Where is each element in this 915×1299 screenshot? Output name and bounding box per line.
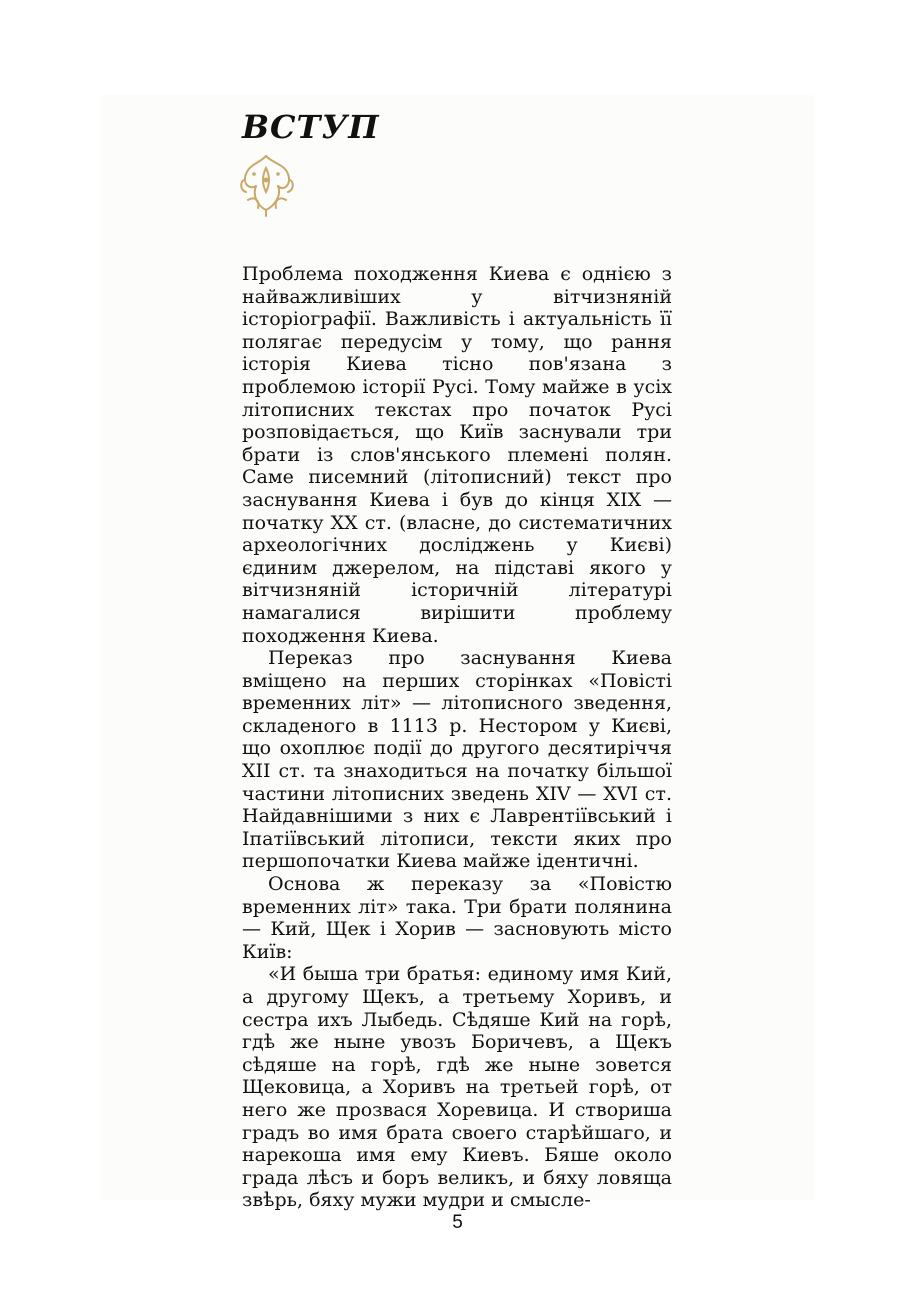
ornament-icon: [236, 150, 298, 220]
paragraph-2: Переказ про заснування Киева вміщено на перших сторінках «Повісті временних літ» — літописного зведення, складеного в 1113 р. Нестором у Києві, що охоплює події до другого десятиріччя XII ст. та знаходиться на початку більшої частини літописних зведень XIV — XVI ст. Найдавнішими з них є Лаврентіївський і Іпатіївський літописи, тексти яких про першопочатки Киева майже ідентичні.: [242, 647, 672, 873]
body-text: [242, 263, 672, 1212]
paragraph-4-quote: «И быша три братья: единому имя Кий, а другому Щекъ, а третьему Хоривъ, и сестра ихъ Лыбедь. Сѣдяше Кий на горѣ, гдѣ же ныне увозъ Боричевъ, а Щекъ сѣдяше на горѣ, гдѣ же ныне зовется Щековица, а Хоривъ на третьей горѣ, от него же прозвася Хоревица. И створиша градъ во имя брата своего старѣйшаго, и нарекоша имя ему Киевъ. Бяше около града лѣсъ и боръ великъ, и бяху ловяща звѣрь, бяху мужи мудри и смысле-: [242, 963, 672, 1212]
page-number: 5: [452, 1212, 463, 1233]
paragraph-1: Проблема походження Киева є однією з найважливіших у вітчизняній історіографії. Важливість і актуальність її полягає передусім у тому, що рання історія Киева тісно пов'язана з проблемою історії Русі. Тому майже в усіх літописних текстах про початок Русі розповідається, що Київ заснували три брати із слов'янського племені полян. Саме писемний (літописний) текст про заснування Киева і був до кінця XIX — початку XX ст. (власне, до систематичних археологічних досліджень у Києві) єдиним джерелом, на підставі якого у вітчизняній історичній літературі намагалися вирішити проблему походження Киева.: [242, 263, 672, 647]
paragraph-3: Основа ж переказу за «Повістю временних літ» така. Три брати полянина — Кий, Щек і Хорив — засновують місто Київ:: [242, 873, 672, 963]
chapter-heading: ВСТУП: [242, 108, 380, 146]
